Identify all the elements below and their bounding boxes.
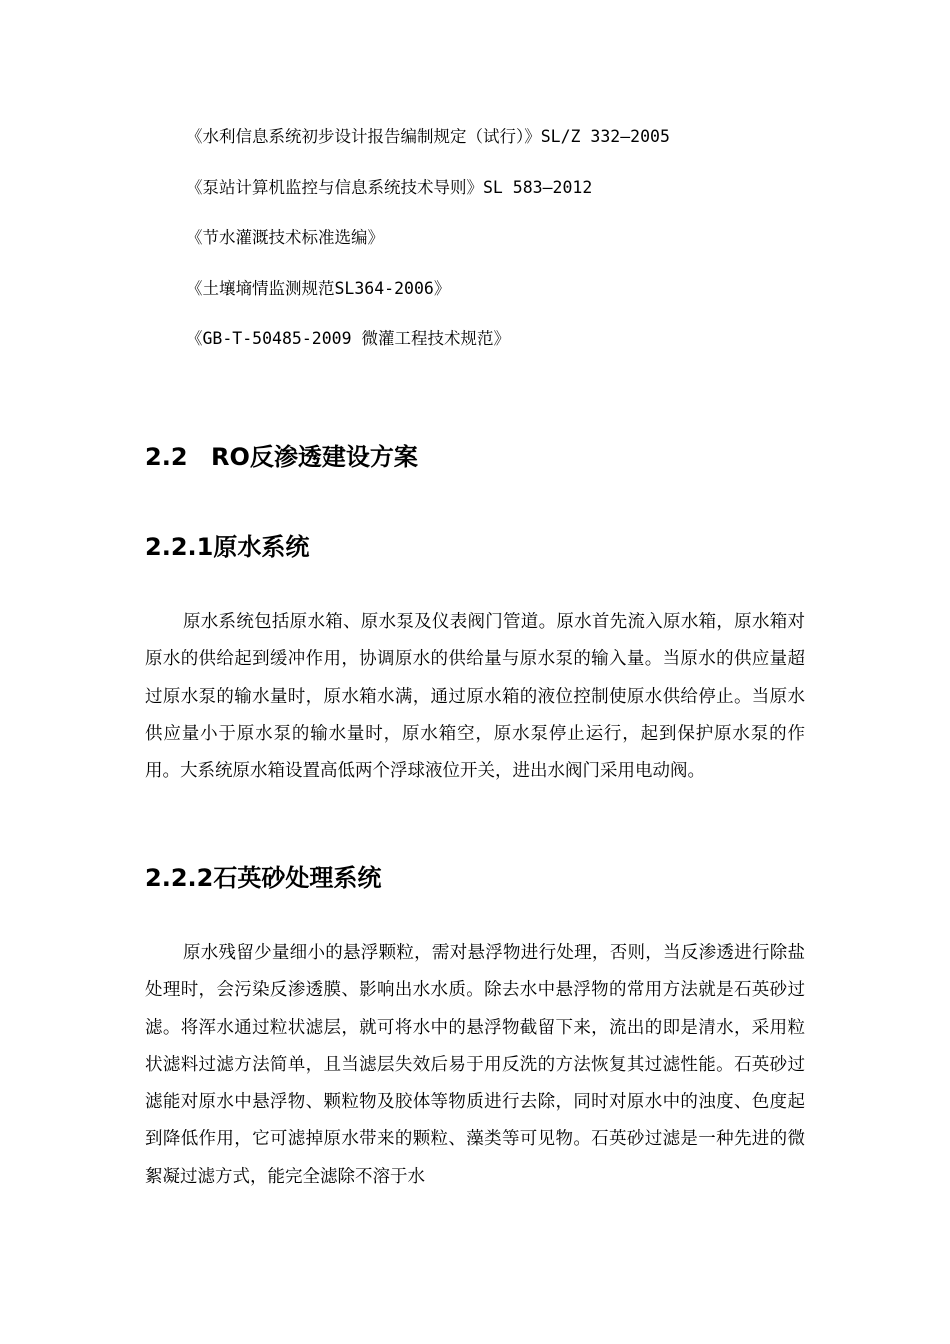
paragraph-quartz-sand-system: 原水残留少量细小的悬浮颗粒，需对悬浮物进行处理，否则，当反渗透进行除盐处理时，会污染反渗透膜、影响出水水质。除去水中悬浮物的常用方法就是石英砂过滤。将浑水通过粒状滤层，就可将水中的悬浮物截留下来，流出的即是清水，采用粒状滤料过滤方法简单，且当滤层失效后易于用反洗的方法恢复其过滤性能。石英砂过滤能对原水中悬浮物、颗粒物及胶体等物质进行去除，同时对原水中的浊度、色度起到降低作用，它可滤掉原水带来的颗粒、藻类等可见物。石英砂过滤是一种先进的微絮凝过滤方式，能完全滤除不溶于水 [145, 943, 805, 1187]
reference-item: 《土壤墒情监测规范SL364-2006》 [186, 278, 451, 298]
section-heading-2-2-2: 2.2.2石英砂处理系统 [145, 864, 382, 892]
reference-item: 《GB-T-50485-2009 微灌工程技术规范》 [186, 329, 510, 348]
section-title: RO反渗透建设方案 [211, 443, 418, 471]
section-heading-2-2 [145, 440, 418, 474]
section-heading-2-2-1: 2.2.1原水系统 [145, 533, 310, 561]
section-number: 2.2 [145, 443, 188, 471]
reference-item: 《节水灌溉技术标准选编》 [186, 228, 384, 247]
reference-item: 《水利信息系统初步设计报告编制规定（试行）》SL/Z 332—2005 [186, 127, 670, 146]
reference-item: 《泵站计算机监控与信息系统技术导则》SL 583—2012 [186, 177, 593, 197]
paragraph-raw-water-system: 原水系统包括原水箱、原水泵及仪表阀门管道。原水首先流入原水箱，原水箱对原水的供给起到缓冲作用，协调原水的供给量与原水泵的输入量。当原水的供应量超过原水泵的输水量时，原水箱水满，通过原水箱的液位控制使原水供给停止。当原水供应量小于原水泵的输水量时，原水箱空，原水泵停止运行，起到保护原水泵的作用。大系统原水箱设置高低两个浮球液位开关，进出水阀门采用电动阀。 [145, 612, 805, 782]
reference-list [186, 119, 826, 372]
